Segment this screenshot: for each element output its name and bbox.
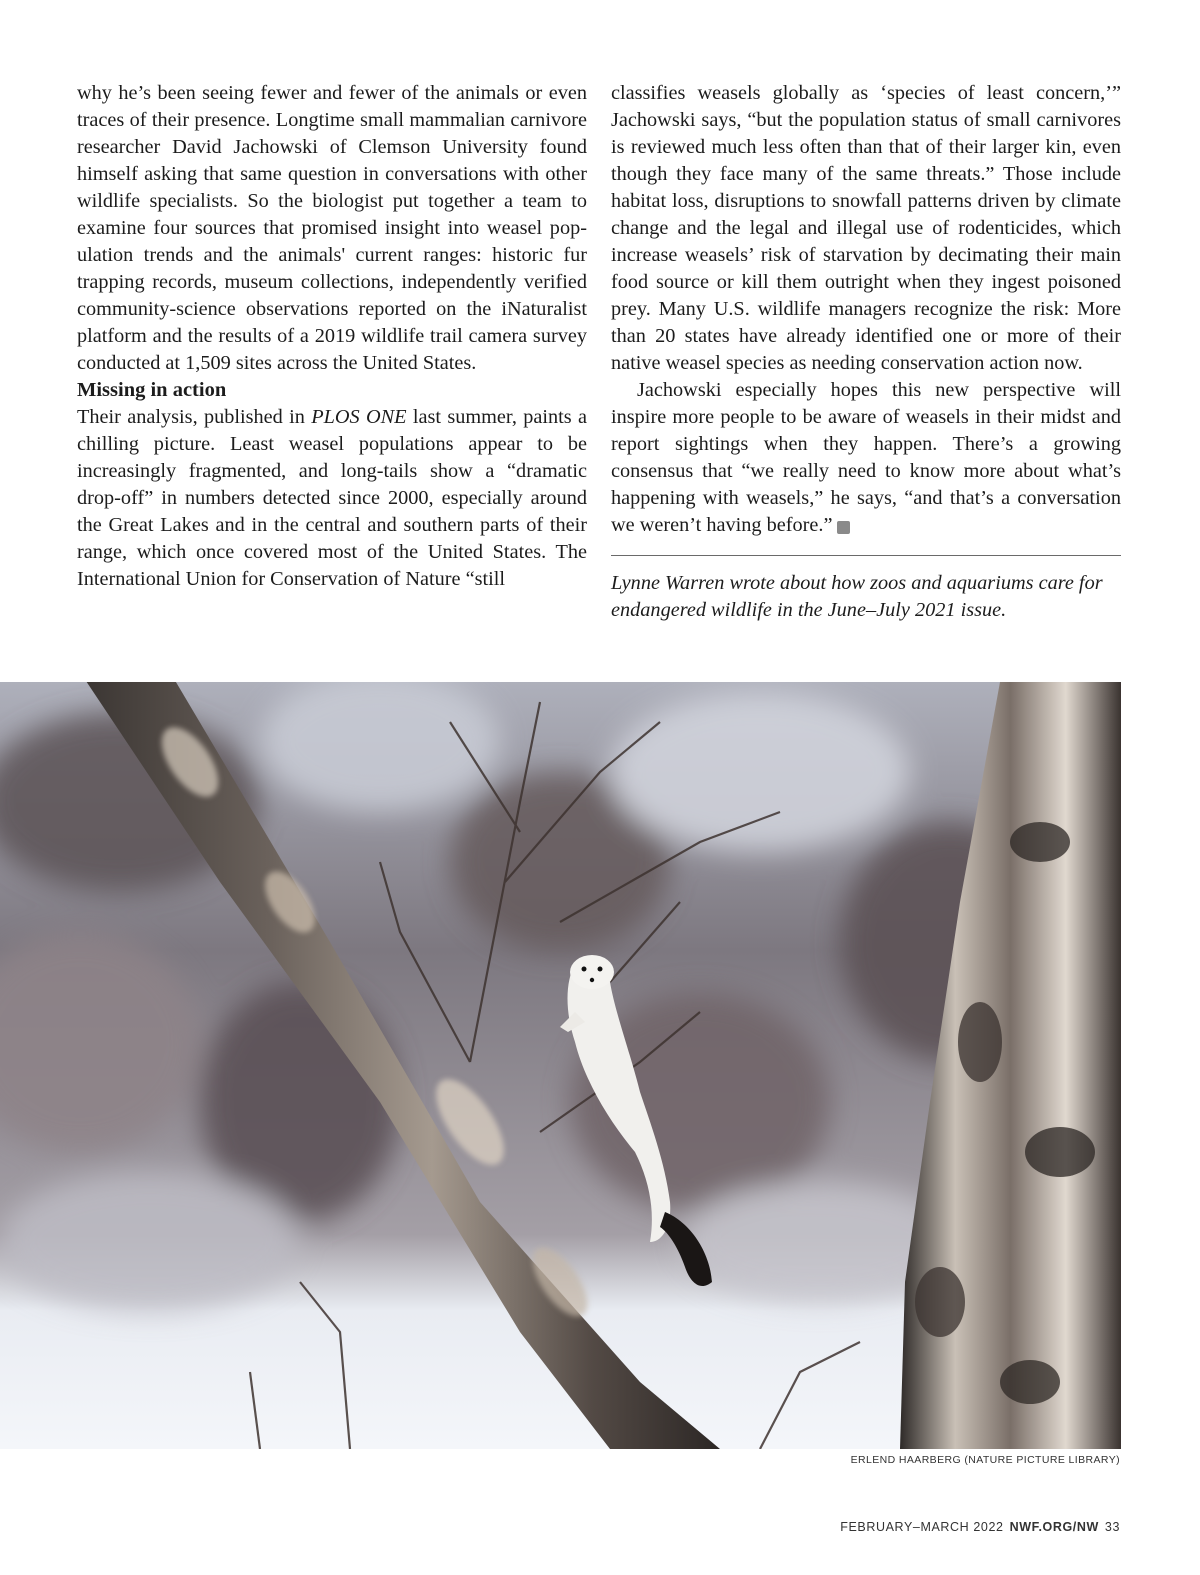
body-text: Jachowski especially hopes this new perspective will inspire more people to be aware of weasels in their midst and report sightings when they happen. There’s a growing consensus that “we really need to know more about what’s happening with weasels,” he says, “and that’s a conversation we weren’t having before.” (611, 379, 1121, 536)
issue-date: FEBRUARY–MARCH 2022 (840, 1520, 1004, 1534)
site-url[interactable]: NWF.ORG/NW (1009, 1520, 1099, 1534)
end-mark-icon: W (837, 521, 850, 534)
section-subhead: Missing in action (77, 379, 227, 401)
journal-name: PLOS ONE (311, 406, 407, 428)
body-text: Their analysis, published in (77, 406, 312, 428)
body-paragraph: classifies weasels globally as ‘species of least concern,’” Jachowski says, “but the population status of small carnivores is reviewed much less often than that of their larger kin, even though they face many of the same threats.” Those include habitat loss, disruptions to snowfall patterns driven by climate change and the legal and illegal use of rodenticides, which increase weasels’ risk of starvation by decimating their main food source or kill them outright when they ingest poisoned prey. Many U.S. wildlife managers recognize the risk: More than 20 states have already identified one or more of their native weasel species as needing conservation action now. (611, 82, 1121, 374)
weasel-photo (0, 682, 1121, 1449)
right-column (611, 80, 1121, 624)
page-number: 33 (1104, 1520, 1120, 1534)
body-paragraph (77, 404, 587, 593)
author-bio: Lynne Warren wrote about how zoos and aquariums care for endangered wildlife in the June–July 2021 issue. (611, 572, 1103, 621)
left-column (77, 80, 587, 593)
body-paragraph (611, 377, 1121, 539)
divider (611, 555, 1121, 556)
body-text: last summer, paints a chilling picture. Least weasel populations appear to be increasingly fragmented, and long-tails show a “dramatic drop-off” in numbers detected since 2000, especially around the Great Lakes and in the central and southern parts of their range, which once covered most of the United States. The International Union for Conservation of Nature “still (77, 406, 587, 590)
page-footer (840, 1520, 1120, 1534)
photo-credit: ERLEND HAARBERG (NATURE PICTURE LIBRARY) (850, 1454, 1120, 1466)
body-paragraph: why he’s been seeing fewer and fewer of the animals or even traces of their presence. Longtime small mammalian carnivore researcher David Jachowski of Clemson University found himself asking that same question in conversations with other wildlife specialists. So the biologist put together a team to examine four sources that promised insight into weasel population trends and the animals' current ranges: historic fur trapping records, museum collections, independently verified community-science observations reported on the iNaturalist platform and the results of a 2019 wildlife trail camera survey conducted at 1,509 sites across the United States. (77, 82, 587, 374)
